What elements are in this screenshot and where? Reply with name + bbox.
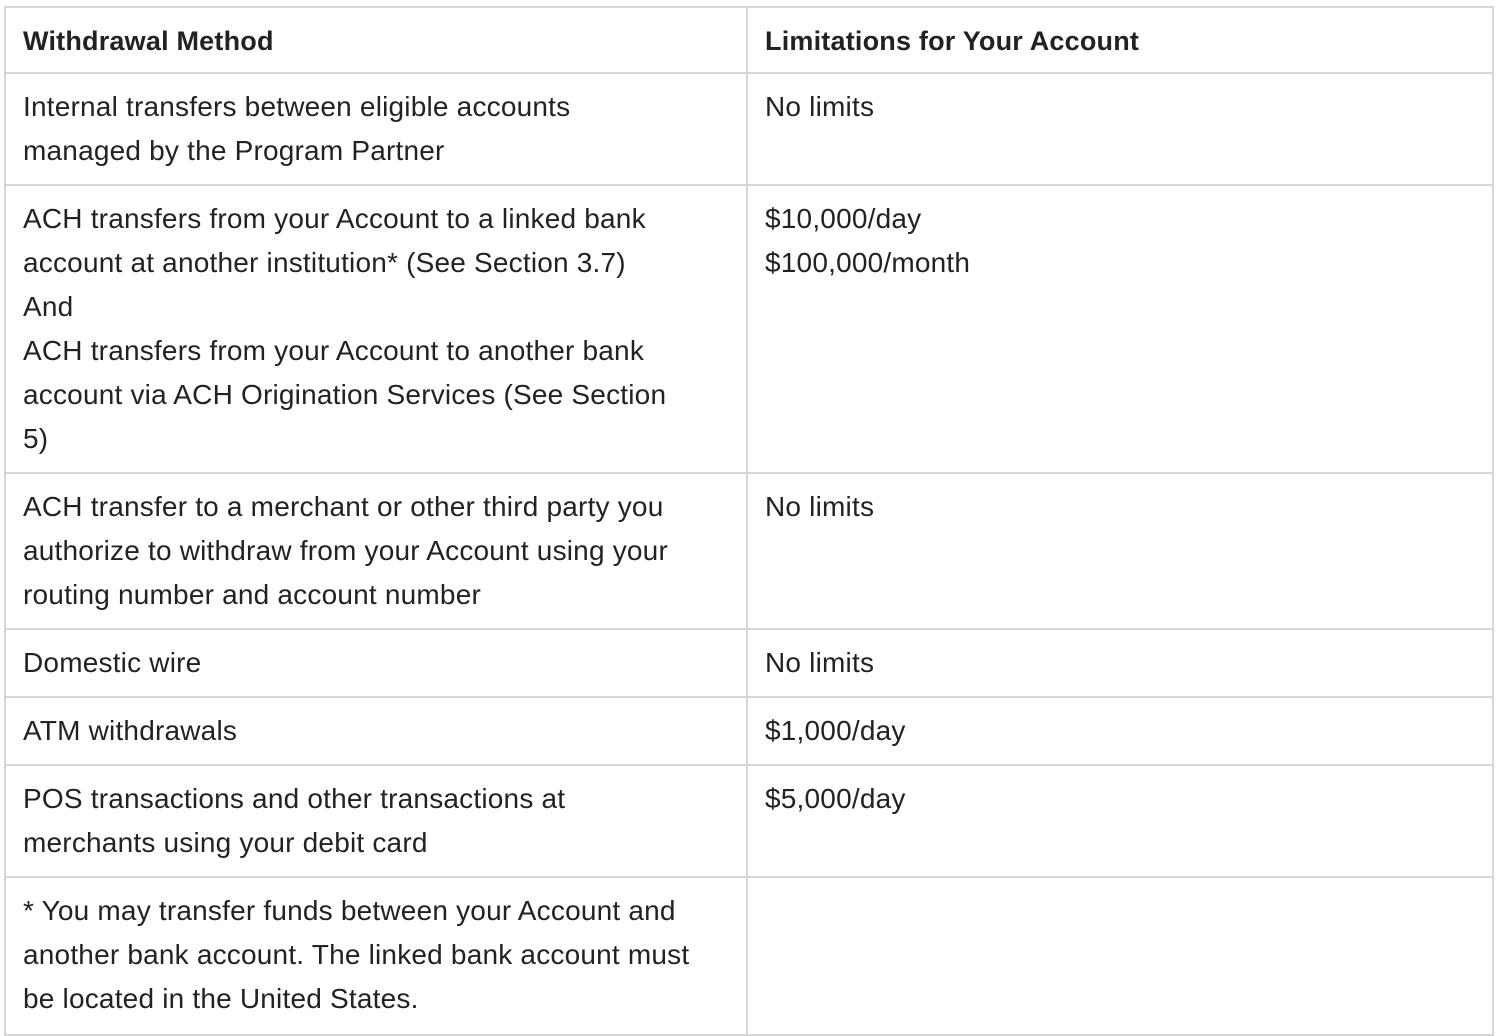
- method-text: ACH transfers from your Account to another bank: [23, 335, 645, 366]
- method-cell: [5, 765, 747, 877]
- table-row: [5, 765, 1493, 877]
- method-text: ACH transfer to a merchant or other third party you: [23, 491, 664, 522]
- limit-cell: [747, 73, 1493, 185]
- table-row: [5, 473, 1493, 629]
- footnote-cell: [5, 877, 747, 1035]
- method-cell: [5, 73, 747, 185]
- limit-text: No limits: [765, 647, 875, 678]
- table-row: [5, 697, 1493, 765]
- method-text: managed by the Program Partner: [23, 135, 445, 166]
- method-cell: [5, 473, 747, 629]
- table-row-footnote: [5, 877, 1493, 1035]
- method-text: Domestic wire: [23, 647, 202, 678]
- limit-text: $1,000/day: [765, 715, 906, 746]
- method-text: ATM withdrawals: [23, 715, 238, 746]
- method-text: routing number and account number: [23, 579, 481, 610]
- table-row: [5, 185, 1493, 473]
- header-limitations: Limitations for Your Account: [747, 7, 1493, 73]
- empty-limit-cell: [747, 877, 1493, 1035]
- limit-cell: [747, 765, 1493, 877]
- method-text: 5): [23, 423, 49, 454]
- limit-text: No limits: [765, 91, 875, 122]
- limit-text: No limits: [765, 491, 875, 522]
- withdrawal-limits-table-container: [4, 6, 1492, 1036]
- limit-text: $10,000/day: [765, 203, 922, 234]
- limit-text: $5,000/day: [765, 783, 906, 814]
- limit-cell: [747, 629, 1493, 697]
- method-text: And: [23, 291, 74, 322]
- method-text: account at another institution* (See Section 3.7): [23, 247, 626, 278]
- limit-cell: [747, 697, 1493, 765]
- table-row: [5, 73, 1493, 185]
- footnote-text: * You may transfer funds between your Account and: [23, 895, 676, 926]
- method-text: account via ACH Origination Services (See Section: [23, 379, 667, 410]
- method-cell: [5, 629, 747, 697]
- limit-text: $100,000/month: [765, 247, 971, 278]
- method-text: POS transactions and other transactions at: [23, 783, 566, 814]
- withdrawal-limits-table: [4, 6, 1494, 1036]
- method-text: merchants using your debit card: [23, 827, 428, 858]
- method-text: Internal transfers between eligible accounts: [23, 91, 571, 122]
- footnote-text: be located in the United States.: [23, 983, 419, 1014]
- method-text: authorize to withdraw from your Account using your: [23, 535, 668, 566]
- table-row: [5, 629, 1493, 697]
- method-text: ACH transfers from your Account to a linked bank: [23, 203, 646, 234]
- limit-cell: [747, 185, 1493, 473]
- table-header-row: [5, 7, 1493, 73]
- limit-cell: [747, 473, 1493, 629]
- method-cell: [5, 185, 747, 473]
- header-withdrawal-method: Withdrawal Method: [5, 7, 747, 73]
- footnote-text: another bank account. The linked bank account must: [23, 939, 690, 970]
- method-cell: [5, 697, 747, 765]
